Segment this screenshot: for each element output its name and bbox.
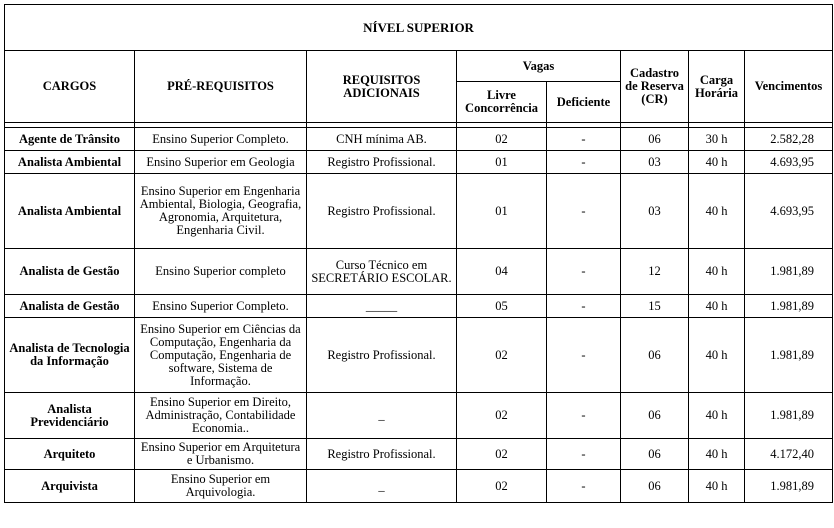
requisitos-adicionais-cell: CNH mínima AB. [307,128,457,151]
requisitos-adicionais-cell: _ [307,470,457,503]
vencimentos-cell: 1.981,89 [745,393,833,439]
cadastro-reserva-cell: 15 [621,295,689,318]
table-row [5,470,833,503]
pre-requisitos-cell: Ensino Superior em Ciências da Computação, Engenharia da Computação, Engenharia de software, Sistema de Informação. [135,318,307,393]
vencimentos-cell: 4.172,40 [745,439,833,470]
header-cargos: CARGOS [5,51,135,123]
table-row [5,249,833,295]
pre-requisitos-cell: Ensino Superior Completo. [135,128,307,151]
cadastro-reserva-cell: 06 [621,128,689,151]
vencimentos-cell: 4.693,95 [745,151,833,174]
pre-requisitos-cell: Ensino Superior em Arquivologia. [135,470,307,503]
header-pre-requisitos: PRÉ-REQUISITOS [135,51,307,123]
cadastro-reserva-cell: 03 [621,174,689,249]
header-carga-horaria: Carga Horária [689,51,745,123]
deficiente-cell: - [547,439,621,470]
cargo-cell: Analista de Gestão [5,295,135,318]
vencimentos-cell: 1.981,89 [745,295,833,318]
requisitos-adicionais-cell: _____ [307,295,457,318]
vencimentos-cell: 2.582,28 [745,128,833,151]
livre-concorrencia-cell: 01 [457,151,547,174]
livre-concorrencia-cell: 01 [457,174,547,249]
carga-horaria-cell: 40 h [689,393,745,439]
livre-concorrencia-cell: 02 [457,128,547,151]
requisitos-adicionais-cell: Registro Profissional. [307,439,457,470]
deficiente-cell: - [547,151,621,174]
cadastro-reserva-cell: 12 [621,249,689,295]
requisitos-adicionais-cell: _ [307,393,457,439]
livre-concorrencia-cell: 02 [457,393,547,439]
deficiente-cell: - [547,295,621,318]
table-row [5,318,833,393]
cargo-cell: Analista de Gestão [5,249,135,295]
livre-concorrencia-cell: 02 [457,439,547,470]
livre-concorrencia-cell: 05 [457,295,547,318]
cadastro-reserva-cell: 06 [621,470,689,503]
table-row [5,439,833,470]
vencimentos-cell: 1.981,89 [745,318,833,393]
requisitos-adicionais-cell: Registro Profissional. [307,151,457,174]
table-row [5,295,833,318]
cargo-cell: Arquivista [5,470,135,503]
header-deficiente: Deficiente [547,82,621,123]
carga-horaria-cell: 40 h [689,174,745,249]
cargo-cell: Analista Ambiental [5,151,135,174]
pre-requisitos-cell: Ensino Superior Completo. [135,295,307,318]
vacancy-table [4,4,833,503]
cargo-cell: Analista Previdenciário [5,393,135,439]
cadastro-reserva-cell: 06 [621,393,689,439]
cadastro-reserva-cell: 06 [621,439,689,470]
requisitos-adicionais-cell: Registro Profissional. [307,318,457,393]
carga-horaria-cell: 40 h [689,318,745,393]
pre-requisitos-cell: Ensino Superior completo [135,249,307,295]
cargo-cell: Analista Ambiental [5,174,135,249]
table-row [5,174,833,249]
header-livre-concorrencia: Livre Concorrência [457,82,547,123]
cargo-cell: Arquiteto [5,439,135,470]
table-row [5,393,833,439]
vencimentos-cell: 4.693,95 [745,174,833,249]
deficiente-cell: - [547,128,621,151]
livre-concorrencia-cell: 02 [457,318,547,393]
pre-requisitos-cell: Ensino Superior em Engenharia Ambiental, Biologia, Geografia, Agronomia, Arquitetura, Engenharia Civil. [135,174,307,249]
carga-horaria-cell: 40 h [689,249,745,295]
cadastro-reserva-cell: 03 [621,151,689,174]
carga-horaria-cell: 40 h [689,295,745,318]
deficiente-cell: - [547,249,621,295]
deficiente-cell: - [547,174,621,249]
pre-requisitos-cell: Ensino Superior em Arquitetura e Urbanismo. [135,439,307,470]
carga-horaria-cell: 30 h [689,128,745,151]
deficiente-cell: - [547,470,621,503]
header-cadastro-reserva: Cadastro de Reserva (CR) [621,51,689,123]
carga-horaria-cell: 40 h [689,470,745,503]
deficiente-cell: - [547,318,621,393]
livre-concorrencia-cell: 04 [457,249,547,295]
vencimentos-cell: 1.981,89 [745,470,833,503]
header-vencimentos: Vencimentos [745,51,833,123]
table-row [5,151,833,174]
pre-requisitos-cell: Ensino Superior em Geologia [135,151,307,174]
header-vagas: Vagas [457,51,621,82]
carga-horaria-cell: 40 h [689,439,745,470]
vencimentos-cell: 1.981,89 [745,249,833,295]
deficiente-cell: - [547,393,621,439]
requisitos-adicionais-cell: Registro Profissional. [307,174,457,249]
cadastro-reserva-cell: 06 [621,318,689,393]
cargo-cell: Agente de Trânsito [5,128,135,151]
header-requisitos-adicionais: REQUISITOS ADICIONAIS [307,51,457,123]
cargo-cell: Analista de Tecnologia da Informação [5,318,135,393]
livre-concorrencia-cell: 02 [457,470,547,503]
carga-horaria-cell: 40 h [689,151,745,174]
table-title: NÍVEL SUPERIOR [5,5,833,51]
requisitos-adicionais-cell: Curso Técnico em SECRETÁRIO ESCOLAR. [307,249,457,295]
pre-requisitos-cell: Ensino Superior em Direito, Administração, Contabilidade Economia.. [135,393,307,439]
table-row [5,128,833,151]
